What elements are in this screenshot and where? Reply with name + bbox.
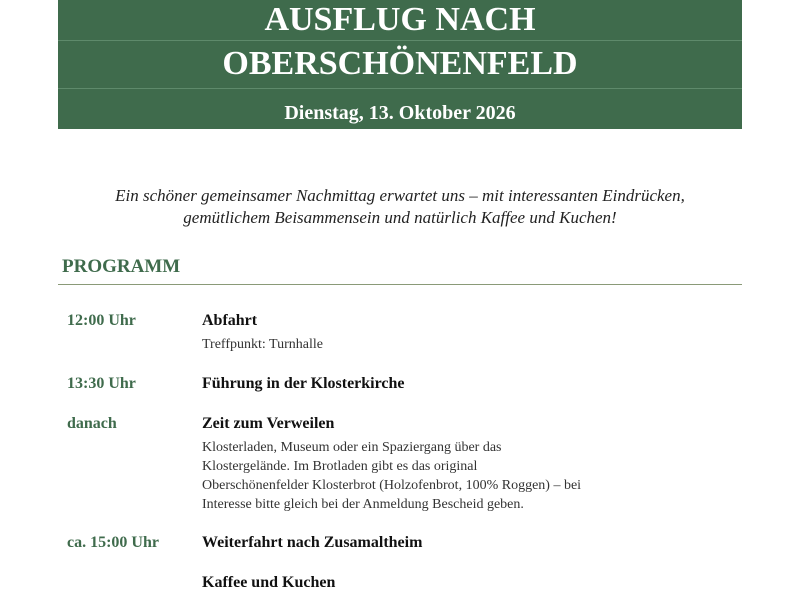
program-title: Weiterfahrt nach Zusamaltheim — [202, 534, 423, 551]
program-title: Führung in der Klosterkirche — [202, 375, 405, 392]
program-desc-line: Klostergelände. Im Brotladen gibt es das original — [202, 459, 478, 474]
title-line-2: OBERSCHÖNENFELD — [222, 45, 578, 82]
banner-divider — [58, 40, 742, 41]
program-desc-line: Treffpunkt: Turnhalle — [202, 337, 323, 352]
program-title: Kaffee und Kuchen — [202, 574, 336, 591]
program-time: danach — [67, 415, 117, 432]
section-divider — [58, 284, 742, 285]
title-line-1: AUSFLUG NACH — [264, 1, 536, 38]
program-desc-line: Interesse bitte gleich bei der Anmeldung Bescheid geben. — [202, 497, 524, 512]
intro-line-2: gemütlichem Beisammensein und natürlich Kaffee und Kuchen! — [183, 208, 617, 227]
header-banner — [58, 0, 742, 129]
program-desc-line: Klosterladen, Museum oder ein Spaziergang über das — [202, 440, 502, 455]
intro-line-1: Ein schöner gemeinsamer Nachmittag erwartet uns – mit interessanten Eindrücken, — [115, 186, 685, 205]
banner-divider — [58, 88, 742, 89]
event-date: Dienstag, 13. Oktober 2026 — [284, 102, 516, 124]
program-title: Abfahrt — [202, 312, 258, 329]
program-desc — [202, 335, 672, 354]
program-time: ca. 15:00 Uhr — [67, 534, 159, 551]
intro-text — [60, 185, 740, 229]
program-time: 12:00 Uhr — [67, 312, 136, 329]
program-desc — [202, 438, 672, 514]
section-title: PROGRAMM — [62, 256, 181, 277]
program-time: 13:30 Uhr — [67, 375, 136, 392]
program-desc-line: Oberschönenfelder Klosterbrot (Holzofenbrot, 100% Roggen) – bei — [202, 478, 582, 493]
program-title: Zeit zum Verweilen — [202, 415, 335, 432]
